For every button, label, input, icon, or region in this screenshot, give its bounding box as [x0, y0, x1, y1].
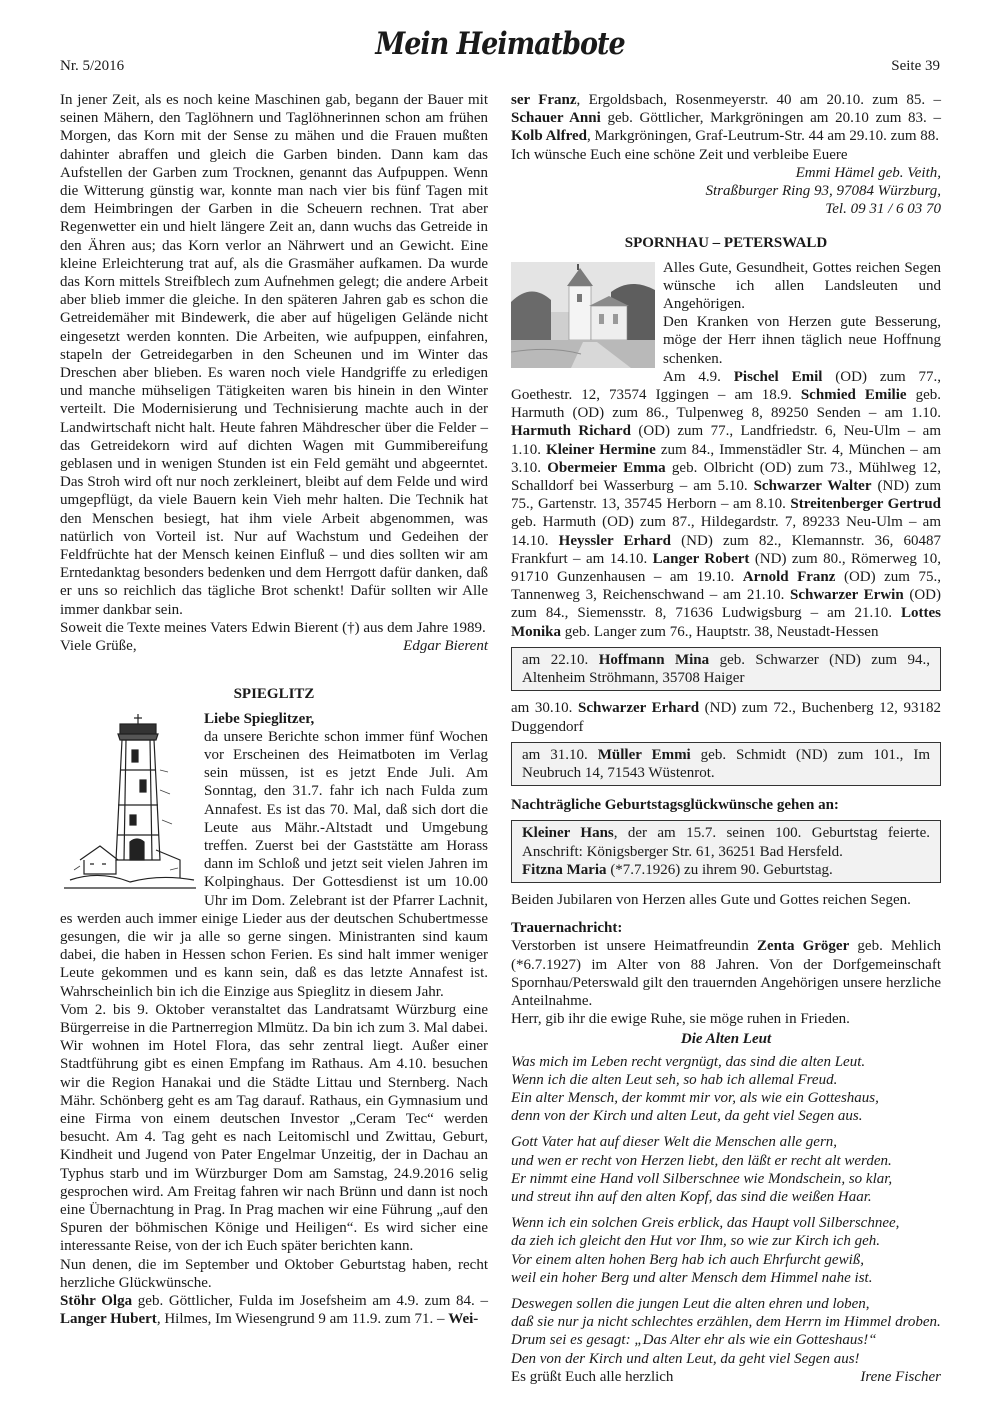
spieglitz-birthdays: Stöhr Olga geb. Göttlicher, Fulda im Josefsheim am 4.9. zum 84. – Langer Hubert, Hilmes, Im Wiesengrund 9 am 11.9. zum 71. – Wei- [60, 1293, 489, 1328]
poem [511, 1053, 941, 1368]
highlight-box-hoffmann: am 22.10. Hoffmann Mina geb. Schwarzer (ND) zum 94., Altenheim Ströhmann, 35708 Haiger [511, 647, 941, 691]
section-title-spornhau: SPORNHAU – PETERSWALD [624, 235, 828, 252]
author-signature: Edgar Bierent [403, 638, 488, 655]
signature-phone: Tel. 09 31 / 6 03 70 [825, 201, 941, 218]
source-note: Soweit die Texte meines Vaters Edwin Bierent (†) aus dem Jahre 1989. [60, 619, 486, 636]
signature-row [60, 637, 488, 655]
page-header [60, 26, 940, 76]
poem-stanza: Gott Vater hat auf dieser Welt die Menschen alle gern, und wen er recht von Herzen liebt, den läßt er recht alt werden. Er nimmt eine Hand voll Silberschnee wie Mondschein, so klar, und streut ihn auf den alten Kopf, das sind die weißen Haar. [511, 1134, 893, 1205]
church-photo [511, 262, 655, 368]
poem-title: Die Alten Leut [680, 1031, 772, 1048]
prayer: Herr, gib ihr die ewige Ruhe, sie möge ruhen in Frieden. [511, 1011, 850, 1028]
highlight-box-mueller: am 31.10. Müller Emmi geb. Schmidt (ND) zum 101., Im Neubruch 14, 71543 Wüstenrot. [511, 742, 941, 786]
spieglitz-paragraph-2: Vom 2. bis 9. Oktober veranstaltet das Landratsamt Würzburg eine Bürgerreise in die Partnerregion Mlmütz. Da bin ich zum 3. Mal dabei. Wir wohnen im Hotel Flora, das sehr zentral liegt. Außer einer Stadtführung gibt es einen Empfang im Rathaus. Am 4.10. besuchen wir die Region Hanakai und die Städte Littau und Sternberg. Nach Mähr. Schönberg geht es am Tag darauf. Rathaus, ein Gymnasium und eine Firma von einem deutschen Investor „Ceram Tec“ werden besucht. Am 4. Tag geht es nach Leitomischl und Zwittau, Geburt, Kindheit und Jugend von Pater Engelmar Unzeitig, der in Dachau an Typhus starb und im Würzburger Dom am Samstag, 24.9.2016 selig gesprochen wird. Am Freitag fahren wir nach Brünn und dann ist noch eine Übernachtung in Prag. In Prag machen wir eine Führung „auf den Spuren der böhmischen Könige und Heiligen“. Es wird sicher eine interessante Reise, von der ich Euch später berichten kann. [60, 1001, 488, 1255]
mourning-heading: Trauernachricht: [511, 920, 623, 937]
final-signature-row [511, 1368, 941, 1386]
page-number: Seite 39 [891, 58, 940, 74]
poem-stanza: Deswegen sollen die jungen Leut die alten ehren und loben, daß sie nur ja nicht schlechtes erzählen, dem Herrn im Himmel droben. Drum sei es gesagt: „Das Alter ehr als wie ein Gotteshaus!“ Den von der Kirch und alten Leut, da geht viel Segen aus! [511, 1295, 941, 1367]
harvest-article: In jener Zeit, als es noch keine Maschinen gab, begann der Bauer mit seinen Mähern, den Taglöhnern und Taglöhnerinnen schon am frühen Morgen, das Korn mit der Sense zu mähen und die Frauen mußten dahinter abraffen und gleich die Garben binden. Dann kam das Aufstellen der Garben zum Trocknen, genannt das Aufpuppen. Wenn die Witterung günstig war, konnte man nach vier bis fünf Tagen mit dem Heimbringen der Garben in die Scheuern rechnen. Trat aber Regenwetter ein und hielt längere Zeit an, dann wuchs das Getreide in den Ähren aus; das Korn verlor an Nährwert und an Gewicht. Eine kleine Erleichterung trat auf, als die Grasmäher aufkamen. Da wurde das Korn mittels Streifblech zum Aufnehmen gelegt; die andere Arbeit aber blieb immer die gleiche. In den späteren Jahren gab es schon die Getreidemäher mit Bindewerk, die aber auf hügeligen Gelände nicht eingesetzt werden konnten. Die Arbeiten, wie aufpuppen, einfahren, stapeln der Getreidegarben in den Scheunen und im Winter das Dreschen aber blieben. Es waren noch viele Handgriffe zu erledigen und manche mühseligen Tätigkeiten waren bis hinein in den Winter verteilt. Die Modernisierung und Technisierung machte auch in der Landwirtschaft nicht halt. Heute fahren Mähdrescher über die Felder – das Getreidekorn wird auf dichten Wagen mit Gummibereifung geblasen und in wenigen Stunden ist ein Feld gemäht und abgeerntet. Das Stroh wird oft nur noch zerkleinert, bleibt auf dem Felde und wird umgepflügt, da viele Bauern kein Vieh mehr halten. Die Technik hat den Menschen besiegt, hat ihm viele Arbeit abgenommen, was natürlich von Vorteil ist. Nur auf Wachstum und Gedeihen der Feldfrüchte hat der Mensch keinen Einfluß – und dies sollten wir am Erntedanktag besonders bedenken und dem Herrgott dafür danken, daß er uns so reichlich das tägliche Brot schenkt! Dafür sollten wir Alle immer dankbar sein. [60, 92, 488, 618]
greeting: Viele Grüße, [60, 638, 137, 655]
final-signature: Irene Fischer [860, 1368, 941, 1385]
spieglitz-paragraph-3: Nun denen, die im September und Oktober Geburtstag haben, recht herzliche Glückwünsche. [60, 1256, 488, 1291]
spornhau-get-well: Den Kranken von Herzen gute Besserung, möge der Herr ihnen täglich neue Hoffnung schenken. [663, 314, 941, 367]
poem-stanza: Was mich im Leben recht vergnügt, das sind die alten Leut. Wenn ich die alten Leut seh, so hab ich allemal Freud. Ein alter Mensch, der kommt mir vor, als wie ein Gotteshaus, denn von der Kirch und alten Leut, da geht viel Segen aus. [511, 1053, 879, 1125]
left-column [60, 91, 488, 1328]
spornhau-wishes: Alles Gute, Gesundheit, Gottes reichen Segen wünsche ich allen Landsleuten und Angehörigen. [663, 259, 941, 313]
mourning-notice: Verstorben ist unsere Heimatfreundin Zenta Gröger geb. Mehlich (*6.7.1927) im Alter von 88 Jahren. Von der Dorfgemeinschaft Spornhau/Peterswald gilt den trauernden Angehörigen unsere herzliche Anteilnahme. [511, 938, 941, 1009]
poem-stanza: Wenn ich ein solchen Greis erblick, das Haupt voll Silberschnee, da zieh ich gleicht den Hut vor Ihm, so wie zur Kirch ich geh. Vor einem alten hohen Berg hab ich auch Ehrfurcht gewiß, weil ein hoher Berg und alter Mensch dem Himmel nahe ist. [511, 1215, 900, 1286]
signature-address: Straßburger Ring 93, 97084 Würzburg, [705, 183, 941, 200]
jubilee-blessing: Beiden Jubilaren von Herzen alles Gute und Gottes reichen Segen. [511, 891, 911, 908]
lookout-tower-illustration [60, 710, 200, 892]
closing-line: Ich wünsche Euch eine schöne Zeit und verbleibe Euere [511, 146, 848, 163]
spieglitz-salutation: Liebe Spieglitzer, [204, 710, 315, 727]
signature-name: Emmi Hämel geb. Veith, [795, 164, 941, 181]
issue-number: Nr. 5/2016 [60, 58, 125, 74]
birthday-schwarzer-erhard: am 30.10. Schwarzer Erhard (ND) zum 72., Buchenberg 12, 93182 Duggendorf [511, 700, 942, 735]
spieglitz-paragraph-1: da unsere Berichte schon immer fünf Wochen vor Erscheinen des Heimatboten im Verlag sein müssen, ist es jetzt Ende Juli. Am Sonntag, den 31.7. fahr ich nach Fulda zum Annafest. Es ist das 70. Mal, daß sich dort die Leute aus Mähr.-Altstadt und Umgebung treffen. Zuerst bei der Gaststätte am Horass dann im Schloß und jetzt seit vielen Jahren im Kolpinghaus. Der Gottesdienst ist um 10.00 Uhr im Dom. Zelebrant ist der Pfarrer Lachnit, es werden auch immer einige Lieder aus der deutschen Schubertmesse gesungen, die wir ja alle so gerne singen. Ministranten sind kaum dabei, die haben in Hessen schon Ferien. Es sind halt immer weniger Leute gekommen und es kann sein, daß es das letzte Annafest ist. Wahrscheinlich bin ich die Einzige aus Spieglitz in diesem Jahr. [60, 728, 488, 1000]
final-greeting: Es grüßt Euch alle herzlich [511, 1368, 674, 1385]
late-birthday-heading: Nachträgliche Geburtstagsglückwünsche gehen an: [511, 797, 839, 814]
right-column [511, 91, 941, 1386]
spornhau-birthdays: Am 4.9. Pischel Emil (OD) zum 77., Goethestr. 12, 73574 Iggingen – am 18.9. Schmied Emilie geb. Harmuth (OD) zum 86., Tulpenweg 8, 89250 Senden – am 1.10. Harmuth Richard (OD) zum 77., Landfriedstr. 6, Neu-Ulm – am 1.10. Kleiner Hermine zum 84., Immenstädler Str. 4, München – am 3.10. Obermeier Emma geb. Olbricht (OD) zum 73., Mühlweg 12, Schalldorf bei Wasserburg – am 5.10. Schwarzer Walter (ND) zum 75., Gartenstr. 13, 35745 Herborn – am 8.10. Streitenberger Gertrud geb. Harmuth (OD) zum 87., Hildegardstr. 7, 89233 Neu-Ulm – am 14.10. Heyssler Erhard (ND) zum 82., Klemannstr. 36, 60487 Frankfurt – am 14.10. Langer Robert (ND) zum 80., Römerweg 10, 91710 Gunzenhausen – am 19.10. Arnold Franz (OD) zum 75., Tannenweg 3, Reichenschwand – am 21.10. Schwarzer Erwin (OD) zum 84., Siemensstr. 8, 71636 Ludwigsburg – am 21.10. Lottes Monika geb. Langer zum 76., Hauptstr. 38, Neustadt-Hessen [511, 368, 942, 640]
spieglitz-birthdays-continued: ser Franz, Ergoldsbach, Rosenmeyerstr. 40 am 20.10. zum 85. – Schauer Anni geb. Göttlicher, Markgröningen am 20.10 zum 83. – Kolb Alfred, Markgröningen, Graf-Leutrum-Str. 44 am 29.10. zum 88. [511, 92, 941, 145]
highlight-box-late-birthdays: Kleiner Hans, der am 15.7. seinen 100. Geburtstag feierte. Anschrift: Königsberger Str. 61, 36251 Bad Hersfeld. Fitzna Maria (*7.7.1926) zu ihrem 90. Geburtstag. [511, 820, 941, 883]
section-title-spieglitz: SPIEGLITZ [233, 686, 315, 703]
masthead-title: Mein Heimatbote [375, 26, 625, 63]
